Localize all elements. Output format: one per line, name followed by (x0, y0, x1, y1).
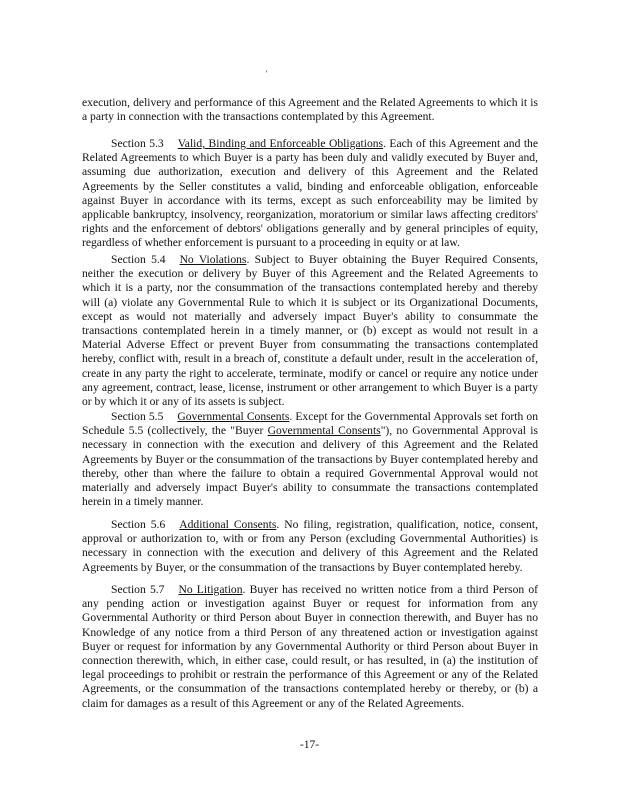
section-number: Section 5.3 (111, 137, 164, 150)
section-body: . Except for the Governmental Approvals set forth on Schedule 5.5 (collectively, the "Buyer (82, 410, 539, 438)
section-5-5 (82, 410, 538, 509)
page-number: -17- (299, 738, 320, 751)
section-heading: Governmental Consents (177, 410, 290, 423)
section-heading: No Violations (179, 253, 247, 266)
section-5-6 (82, 518, 538, 575)
section-body: . Subject to Buyer obtaining the Buyer Required Consents, neither the execution or delivery by Buyer of this Agreement and the Related Agreements to which it is a party, nor the consummation of the transactions contemplated hereby and thereby will (a) violate any Governmental Rule to which it is subject or its Organizational Documents, except as would not materially and adversely impact Buyer's ability to consummate the transactions contemplated herein in a timely manner, or (b) except as would not result in a Material Adverse Effect or prevent Buyer from consummating the transactions contemplated hereby, conflict with, result in a breach of, constitute a default under, result in the acceleration of, create in any party the right to accelerate, terminate, modify or cancel or require any notice under any agreement, contract, lease, license, instrument or other arrangement to which Buyer is a party or by which it or any of its assets is subject. (82, 253, 539, 409)
scan-mark: ' (266, 69, 268, 78)
section-number: Section 5.7 (111, 583, 165, 596)
section-body: . Each of this Agreement and the Related Agreements to which Buyer is a party has been duly and validly executed by Buyer and, assuming due authorization, execution and delivery of this Agreement and the Related Agreements by the Seller constitutes a valid, binding and enforceable obligation, enforceable against Buyer in accordance with its terms, except as such enforceability may be limited by applicable bankruptcy, insolvency, reorganization, moratorium or similar laws affecting creditors' rights and the enforcement of debtors' obligations generally and by general principles of equity, regardless of whether enforcement is pursuant to a proceeding in equity or at law. (82, 137, 538, 250)
section-heading: Valid, Binding and Enforceable Obligations (177, 137, 384, 150)
section-5-3 (82, 137, 538, 251)
section-body: . No filing, registration, qualification, notice, consent, approval or authorization to, with or from any Person (excluding Governmental Authorities) is necessary in connection with the execution and delivery of this Agreement and the Related Agreements by Buyer, or the consummation of the transactions by Buyer contemplated hereby. (82, 518, 538, 574)
section-5-4 (82, 253, 538, 409)
section-number: Section 5.4 (111, 253, 166, 266)
defined-term: Governmental Consents (267, 424, 381, 438)
section-number: Section 5.6 (111, 518, 166, 531)
section-heading: No Litigation (178, 583, 243, 596)
section-body: . Buyer has received no written notice from a third Person of any pending action or investigation against Buyer or request for information from any Governmental Authority or third Person about Buyer in connection therewith, and Buyer has no Knowledge of any notice from a third Person of any threatened action or investigation against Buyer or request for information by any Governmental Authority or third Person about Buyer in connection therewith, which, in either case, could result, or has resulted, in (a) the institution of legal proceedings to prohibit or restrain the performance of this Agreement or any of the Related Agreements, or the consummation of the transactions contemplated hereby or thereby, or (b) a claim for damages as a result of this Agreement or any of the Related Agreements. (82, 583, 538, 710)
section-heading: Additional Consents (179, 518, 277, 531)
section-body-cont: "), no Governmental Approval is necessary in connection with the execution and delivery of this Agreement and the Related Agreements by Buyer or the consummation of the transactions by Buyer contemplated hereby and thereby, other than where the failure to obtain a required Governmental Approval would not materially and adversely impact Buyer's ability to consummate the transactions contemplated herein in a timely manner. (82, 424, 538, 509)
section-5-7 (82, 583, 538, 711)
continuation-paragraph: execution, delivery and performance of this Agreement and the Related Agreements to which it is a party in connection with the transactions contemplated by this Agreement. (82, 96, 538, 124)
section-number: Section 5.5 (111, 410, 164, 423)
